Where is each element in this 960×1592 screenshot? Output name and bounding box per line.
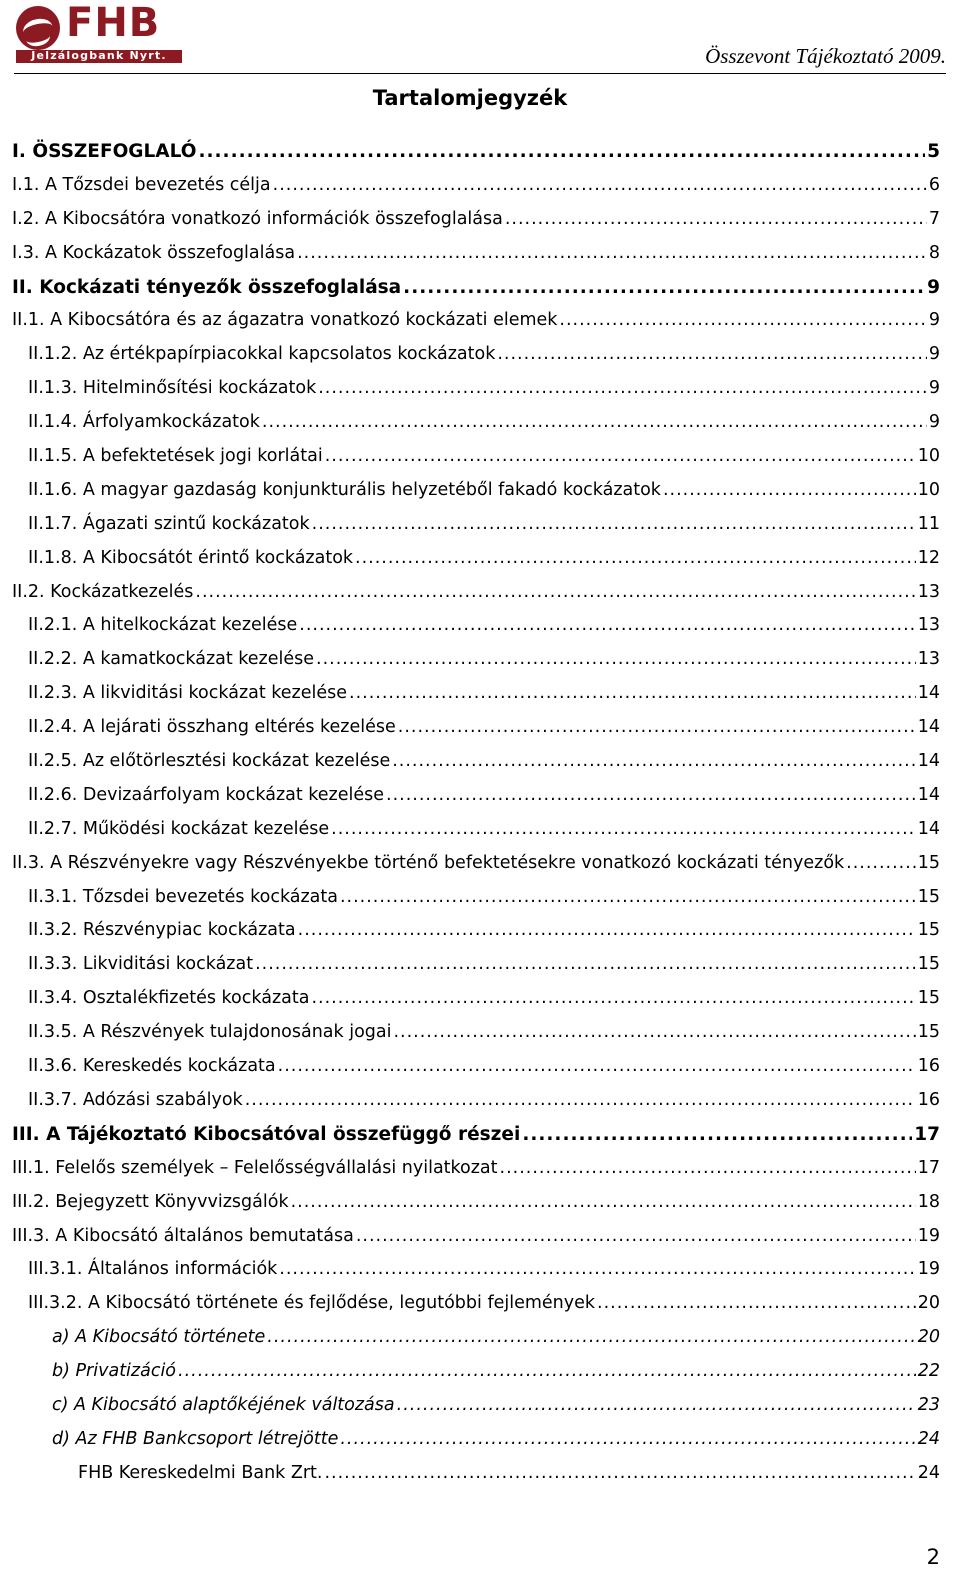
toc-entry-label: III. A Tájékoztató Kibocsátóval összefüggő részei bbox=[12, 1123, 521, 1145]
toc-entry[interactable] bbox=[0, 615, 960, 649]
toc-leader-dots bbox=[356, 1226, 916, 1246]
toc-entry-page: 13 bbox=[917, 581, 940, 602]
toc-leader-dots bbox=[245, 1090, 916, 1110]
toc-entry-page: 18 bbox=[917, 1191, 940, 1212]
toc-entry-page: 5 bbox=[927, 141, 940, 162]
toc-entry[interactable] bbox=[0, 1395, 960, 1429]
toc-entry-label: II.2. Kockázatkezelés bbox=[12, 581, 194, 602]
toc-entry[interactable] bbox=[0, 446, 960, 480]
toc-entry[interactable] bbox=[0, 141, 960, 175]
toc-entry[interactable] bbox=[0, 785, 960, 819]
toc-entry-label: II.3.2. Részvénypiac kockázata bbox=[28, 920, 296, 941]
toc-entry[interactable] bbox=[0, 1327, 960, 1361]
toc-leader-dots bbox=[505, 209, 927, 229]
toc-entry-page: 7 bbox=[928, 208, 940, 229]
toc-entry-page: 10 bbox=[917, 446, 940, 467]
toc-entry-page: 14 bbox=[917, 683, 940, 704]
toc-entry[interactable] bbox=[0, 480, 960, 514]
toc-entry-page: 14 bbox=[917, 818, 940, 839]
toc-entry-label: II.1.6. A magyar gazdaság konjunkturális helyzetéből fakadó kockázatok bbox=[28, 479, 661, 500]
toc-entry-page: 13 bbox=[917, 649, 940, 670]
toc-entry-page: 12 bbox=[917, 547, 940, 568]
toc-entry[interactable] bbox=[0, 649, 960, 683]
toc-entry-label: FHB Kereskedelmi Bank Zrt. bbox=[78, 1462, 323, 1483]
toc-entry[interactable] bbox=[0, 310, 960, 344]
toc-entry[interactable] bbox=[0, 243, 960, 277]
toc-entry-page: 20 bbox=[917, 1327, 940, 1348]
toc-entry[interactable] bbox=[0, 887, 960, 921]
toc-entry[interactable] bbox=[0, 1226, 960, 1260]
toc-entry-page: 15 bbox=[917, 1022, 940, 1043]
toc-entry-label: II.3.6. Kereskedés kockázata bbox=[28, 1056, 276, 1077]
toc-entry-label: I.1. A Tőzsdei bevezetés célja bbox=[12, 174, 271, 195]
logo-text: FHB bbox=[66, 0, 161, 46]
toc-leader-dots bbox=[331, 819, 916, 839]
logo-emblem-icon bbox=[16, 6, 60, 50]
toc-entry-page: 9 bbox=[928, 412, 940, 433]
toc-entry-label: II.2.1. A hitelkockázat kezelése bbox=[28, 615, 298, 636]
toc-leader-dots bbox=[597, 1293, 916, 1313]
toc-entry-label: III.3.1. Általános információk bbox=[28, 1259, 278, 1280]
toc-entry-label: III.2. Bejegyzett Könyvvizsgálók bbox=[12, 1191, 289, 1212]
toc-leader-dots bbox=[297, 243, 927, 263]
toc-entry-label: II.1.7. Ágazati szintű kockázatok bbox=[28, 513, 310, 534]
toc-entry-label: II.3.7. Adózási szabályok bbox=[28, 1089, 243, 1110]
toc-entry-label: I.3. A Kockázatok összefoglalása bbox=[12, 242, 296, 263]
toc-entry-label: II.3.4. Osztalékfizetés kockázata bbox=[28, 988, 310, 1009]
toc-entry[interactable] bbox=[0, 209, 960, 243]
toc-entry[interactable] bbox=[0, 514, 960, 548]
toc-entry[interactable] bbox=[0, 1361, 960, 1395]
toc-leader-dots bbox=[316, 649, 916, 669]
toc-entry-label: II.1.8. A Kibocsátót érintő kockázatok bbox=[28, 547, 354, 568]
toc-entry-label: II.1.3. Hitelminősítési kockázatok bbox=[28, 378, 317, 399]
toc-entry-label: II.1.2. Az értékpapírpiacokkal kapcsolatos kockázatok bbox=[28, 344, 496, 365]
toc-entry[interactable] bbox=[0, 717, 960, 751]
toc-entry-page: 16 bbox=[917, 1089, 940, 1110]
toc-leader-dots bbox=[178, 1361, 916, 1381]
toc-leader-dots bbox=[663, 480, 916, 500]
toc-leader-dots bbox=[312, 514, 916, 534]
toc-entry-page: 14 bbox=[917, 751, 940, 772]
toc-entry[interactable] bbox=[0, 954, 960, 988]
fhb-logo bbox=[16, 0, 182, 64]
toc-entry-label: II.3.5. A Részvények tulajdonosának jogai bbox=[28, 1022, 392, 1043]
toc-leader-dots bbox=[324, 1463, 915, 1483]
toc-leader-dots bbox=[403, 277, 925, 298]
toc-entry-page: 17 bbox=[914, 1123, 940, 1145]
toc-leader-dots bbox=[497, 344, 927, 364]
toc-leader-dots bbox=[299, 615, 915, 635]
toc-leader-dots bbox=[273, 175, 927, 195]
toc-entry[interactable] bbox=[0, 1192, 960, 1226]
toc-entry[interactable] bbox=[0, 1158, 960, 1192]
toc-leader-dots bbox=[318, 378, 927, 398]
toc-entry-page: 15 bbox=[917, 988, 940, 1009]
toc-entry-page: 11 bbox=[917, 513, 940, 534]
toc-leader-dots bbox=[262, 412, 927, 432]
toc-leader-dots bbox=[522, 1124, 912, 1145]
toc-entry[interactable] bbox=[0, 1090, 960, 1124]
toc-entry-label: II.1.4. Árfolyamkockázatok bbox=[28, 412, 260, 433]
toc-entry-label: II.3. A Részvényekre vagy Részvényekbe történő befektetésekre vonatkozó kockázati tényezők bbox=[12, 852, 845, 873]
toc-entry-page: 9 bbox=[928, 310, 940, 331]
toc-leader-dots bbox=[386, 785, 916, 805]
toc-leader-dots bbox=[198, 141, 925, 162]
toc-entry-label: c) A Kibocsátó alaptőkéjének változása bbox=[52, 1394, 395, 1415]
toc-leader-dots bbox=[279, 1259, 915, 1279]
toc-entry-page: 17 bbox=[917, 1157, 940, 1178]
toc-entry[interactable] bbox=[0, 1259, 960, 1293]
page-header bbox=[0, 0, 960, 80]
toc-entry[interactable] bbox=[0, 412, 960, 446]
toc-leader-dots bbox=[393, 1022, 915, 1042]
logo-subtitle: Jelzálogbank Nyrt. bbox=[31, 49, 167, 62]
toc-entry-label: I.2. A Kibocsátóra vonatkozó információk összefoglalása bbox=[12, 208, 503, 229]
toc-leader-dots bbox=[325, 446, 916, 466]
toc-entry[interactable] bbox=[0, 344, 960, 378]
toc-entry-label: a) A Kibocsátó története bbox=[52, 1327, 266, 1348]
toc-entry-label: II.2.4. A lejárati összhang eltérés kezelése bbox=[28, 717, 396, 738]
toc-entry-label: II.2.3. A likviditási kockázat kezelése bbox=[28, 683, 348, 704]
toc-entry-page: 24 bbox=[917, 1462, 940, 1483]
toc-entry-label: II.1.5. A befektetések jogi korlátai bbox=[28, 446, 323, 467]
toc-entry-page: 8 bbox=[928, 242, 940, 263]
toc-entry-page: 19 bbox=[917, 1225, 940, 1246]
toc-entry[interactable] bbox=[0, 853, 960, 887]
toc-entry[interactable] bbox=[0, 277, 960, 311]
toc-leader-dots bbox=[392, 751, 915, 771]
toc-leader-dots bbox=[500, 1158, 916, 1178]
toc-leader-dots bbox=[278, 1056, 916, 1076]
toc-entry-page: 23 bbox=[917, 1394, 940, 1415]
toc-entry-label: I. ÖSSZEFOGLALÓ bbox=[12, 141, 197, 162]
toc-entry[interactable] bbox=[0, 920, 960, 954]
toc-heading: Tartalomjegyzék bbox=[372, 86, 568, 110]
toc-entry-label: II. Kockázati tényezők összefoglalása bbox=[12, 276, 402, 298]
toc-leader-dots bbox=[267, 1327, 915, 1347]
document-title: Összevont Tájékoztató 2009. bbox=[705, 44, 946, 68]
toc-entry-page: 15 bbox=[917, 954, 940, 975]
toc-leader-dots bbox=[255, 954, 916, 974]
toc-entry-page: 13 bbox=[917, 615, 940, 636]
toc-leader-dots bbox=[846, 853, 916, 873]
toc-entry-label: III.3.2. A Kibocsátó története és fejlődése, legutóbbi fejlemények bbox=[28, 1293, 596, 1314]
toc-entry[interactable] bbox=[0, 1293, 960, 1327]
toc-leader-dots bbox=[311, 988, 915, 1008]
toc-entry[interactable] bbox=[0, 683, 960, 717]
page-number: 2 bbox=[926, 1545, 940, 1569]
toc-leader-dots bbox=[340, 1429, 915, 1449]
toc-entry-page: 20 bbox=[917, 1293, 940, 1314]
toc-entry-label: II.3.1. Tőzsdei bevezetés kockázata bbox=[28, 886, 338, 907]
toc-entry-page: 9 bbox=[928, 344, 940, 365]
toc-entry-label: III.3. A Kibocsátó általános bemutatása bbox=[12, 1225, 354, 1246]
toc-entry[interactable] bbox=[0, 1124, 960, 1158]
toc-leader-dots bbox=[398, 717, 916, 737]
toc-leader-dots bbox=[349, 683, 916, 703]
toc-entry-page: 15 bbox=[917, 852, 940, 873]
toc-entry-label: II.2.2. A kamatkockázat kezelése bbox=[28, 649, 315, 670]
header-rule bbox=[14, 73, 946, 74]
toc-entry-label: II.3.3. Likviditási kockázat bbox=[28, 954, 254, 975]
toc-entry[interactable] bbox=[0, 378, 960, 412]
toc-entry-label: II.1. A Kibocsátóra és az ágazatra vonatkozó kockázati elemek bbox=[12, 310, 558, 331]
toc-entry-label: II.2.5. Az előtörlesztési kockázat kezelése bbox=[28, 751, 391, 772]
toc-entry[interactable] bbox=[0, 1056, 960, 1090]
toc-leader-dots bbox=[195, 582, 915, 602]
toc-entry-page: 10 bbox=[917, 479, 940, 500]
toc-entry[interactable] bbox=[0, 819, 960, 853]
toc-entry-label: d) Az FHB Bankcsoport létrejötte bbox=[52, 1428, 339, 1449]
toc-entry[interactable] bbox=[0, 1429, 960, 1463]
toc-entry-label: II.2.7. Működési kockázat kezelése bbox=[28, 818, 330, 839]
toc-leader-dots bbox=[559, 310, 926, 330]
toc-entry-page: 15 bbox=[917, 886, 940, 907]
toc-entry-page: 24 bbox=[917, 1428, 940, 1449]
toc-entry-label: III.1. Felelős személyek – Felelősségvállalási nyilatkozat bbox=[12, 1157, 498, 1178]
toc-entry-label: II.2.6. Devizaárfolyam kockázat kezelése bbox=[28, 784, 385, 805]
toc-entry-page: 22 bbox=[917, 1361, 940, 1382]
toc-entry[interactable] bbox=[0, 175, 960, 209]
toc-entry[interactable] bbox=[0, 1463, 960, 1497]
toc-entry-label: b) Privatizáció bbox=[52, 1361, 177, 1382]
toc-leader-dots bbox=[291, 1192, 916, 1212]
toc-entry[interactable] bbox=[0, 548, 960, 582]
toc-entry-page: 6 bbox=[928, 174, 940, 195]
toc-entry-page: 19 bbox=[917, 1259, 940, 1280]
toc-entry-page: 14 bbox=[917, 717, 940, 738]
toc-entry[interactable] bbox=[0, 1022, 960, 1056]
toc-entry-page: 9 bbox=[927, 276, 940, 298]
toc-entry-page: 16 bbox=[917, 1056, 940, 1077]
toc-leader-dots bbox=[355, 548, 916, 568]
toc-entry-page: 14 bbox=[917, 784, 940, 805]
table-of-contents bbox=[0, 141, 960, 1497]
toc-entry-page: 15 bbox=[917, 920, 940, 941]
toc-leader-dots bbox=[397, 1395, 916, 1415]
toc-leader-dots bbox=[298, 920, 916, 940]
toc-entry[interactable] bbox=[0, 988, 960, 1022]
toc-entry[interactable] bbox=[0, 751, 960, 785]
toc-leader-dots bbox=[340, 887, 916, 907]
toc-entry[interactable] bbox=[0, 582, 960, 616]
toc-entry-page: 9 bbox=[928, 378, 940, 399]
